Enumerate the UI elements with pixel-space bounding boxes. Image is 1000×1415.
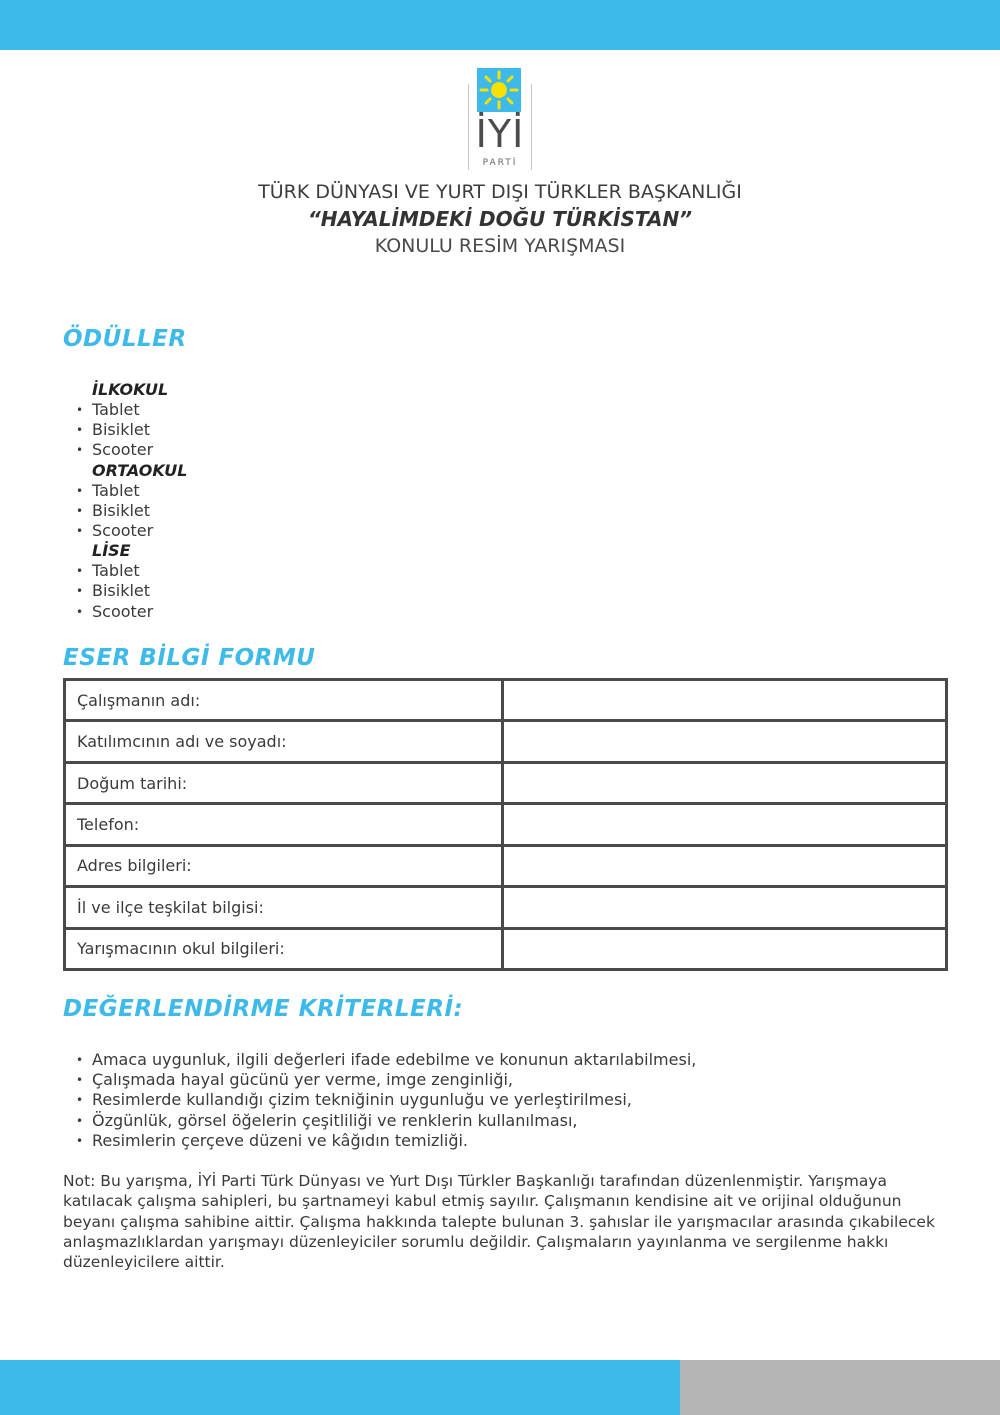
bullet-icon: • (76, 443, 84, 458)
award-item: • Bisiklet (76, 420, 151, 440)
award-item: • Bisiklet (76, 581, 151, 601)
form-label-phone: Telefon: (65, 804, 503, 845)
bullet-icon: • (76, 604, 84, 619)
bullet-icon: • (76, 584, 84, 599)
form-label-school: Yarışmacının okul bilgileri: (65, 928, 503, 969)
form-row (65, 680, 947, 721)
awards-list (76, 380, 476, 622)
award-item: • Scooter (76, 440, 154, 460)
form-label-birth-date: Doğum tarihi: (65, 762, 503, 803)
form-row (65, 928, 947, 969)
header-competition-title: “HAYALİMDEKİ DOĞU TÜRKİSTAN” (307, 207, 693, 231)
bottom-gray-bar (680, 1360, 1000, 1415)
form-field-address[interactable] (503, 845, 947, 886)
bullet-icon: • (76, 423, 84, 438)
form-label-address: Adres bilgileri: (65, 845, 503, 886)
criteria-list (76, 1050, 946, 1151)
award-item: • Bisiklet (76, 500, 151, 520)
form-field-organization[interactable] (503, 887, 947, 928)
award-item: • Scooter (76, 520, 154, 540)
bullet-icon: • (76, 1113, 84, 1128)
form-label-participant-name: Katılımcının adı ve soyadı: (65, 721, 503, 762)
form-row (65, 762, 947, 803)
awards-heading: ÖDÜLLER (63, 326, 187, 352)
form-field-birth-date[interactable] (503, 762, 947, 803)
criteria-item: • Çalışmada hayal gücünü yer verme, imge zenginliği, (76, 1070, 513, 1090)
award-item: • Scooter (76, 601, 154, 621)
logo-subtext: PARTİ (482, 158, 518, 168)
award-item: • Tablet (76, 480, 140, 500)
form-field-school[interactable] (503, 928, 947, 969)
form-row (65, 721, 947, 762)
top-color-bar (0, 0, 1000, 50)
criteria-item: • Amaca uygunluk, ilgili değerleri ifade edebilme ve konunun aktarılabilmesi, (76, 1050, 697, 1069)
bullet-icon: • (76, 483, 84, 498)
award-item: • Tablet (76, 561, 140, 581)
form-heading: ESER BİLGİ FORMU (63, 645, 316, 671)
award-level: ORTAOKUL (92, 460, 188, 480)
logo-wordmark: İYİ (475, 112, 525, 156)
entry-info-form (63, 678, 948, 971)
sun-icon (477, 68, 521, 112)
bullet-icon: • (76, 564, 84, 579)
bullet-icon: • (76, 503, 84, 518)
bullet-icon: • (76, 1073, 84, 1088)
form-field-participant-name[interactable] (503, 721, 947, 762)
award-level: İLKOKUL (92, 380, 169, 399)
bottom-color-bar (0, 1360, 680, 1415)
form-field-phone[interactable] (503, 804, 947, 845)
header-subtitle: KONULU RESİM YARIŞMASI (374, 235, 626, 257)
criteria-item: • Özgünlük, görsel öğelerin çeşitliliği ve renklerin kullanılması, (76, 1110, 578, 1130)
form-label-work-title: Çalışmanın adı: (65, 680, 503, 721)
bullet-icon: • (76, 523, 84, 538)
form-label-organization: İl ve ilçe teşkilat bilgisi: (65, 887, 503, 928)
form-row (65, 845, 947, 886)
form-row (65, 887, 947, 928)
criteria-item: • Resimlerin çerçeve düzeni ve kâğıdın temizliği. (76, 1130, 469, 1150)
award-level: LİSE (92, 541, 131, 561)
award-item: • Tablet (76, 400, 140, 419)
bullet-icon: • (76, 403, 84, 417)
party-logo (466, 68, 534, 172)
criteria-item: • Resimlerde kullandığı çizim tekniğinin uygunluğu ve yerleştirilmesi, (76, 1090, 632, 1110)
bullet-icon: • (76, 1093, 84, 1108)
header-organization: TÜRK DÜNYASI VE YURT DIŞI TÜRKLER BAŞKANLIĞI (258, 181, 742, 203)
criteria-heading: DEĞERLENDİRME KRİTERLERİ: (63, 996, 464, 1022)
bullet-icon: • (76, 1133, 84, 1148)
form-field-work-title[interactable] (503, 680, 947, 721)
form-row (65, 804, 947, 845)
bullet-icon: • (76, 1053, 84, 1067)
terms-note: Not: Bu yarışma, İYİ Parti Türk Dünyası ve Yurt Dışı Türkler Başkanlığı tarafından düzenlenmiştir. Yarışmaya katılacak çalışma sahipleri, bu şartnameyi kabul etmiş sayılır. Çalışmanın kendisine ait ve orijinal olduğunun beyanı çalışma sahibine aittir. Çalışma hakkında talepte bulunan 3. şahıslar ile yarışmacılar arasında çıkabilecek anlaşmazlıklardan yarışmayı düzenleyiciler sorumlu değildir. Çalışmaların yayınlanma ve sergilenme hakkı düzenleyicilere aittir. (63, 1172, 935, 1272)
